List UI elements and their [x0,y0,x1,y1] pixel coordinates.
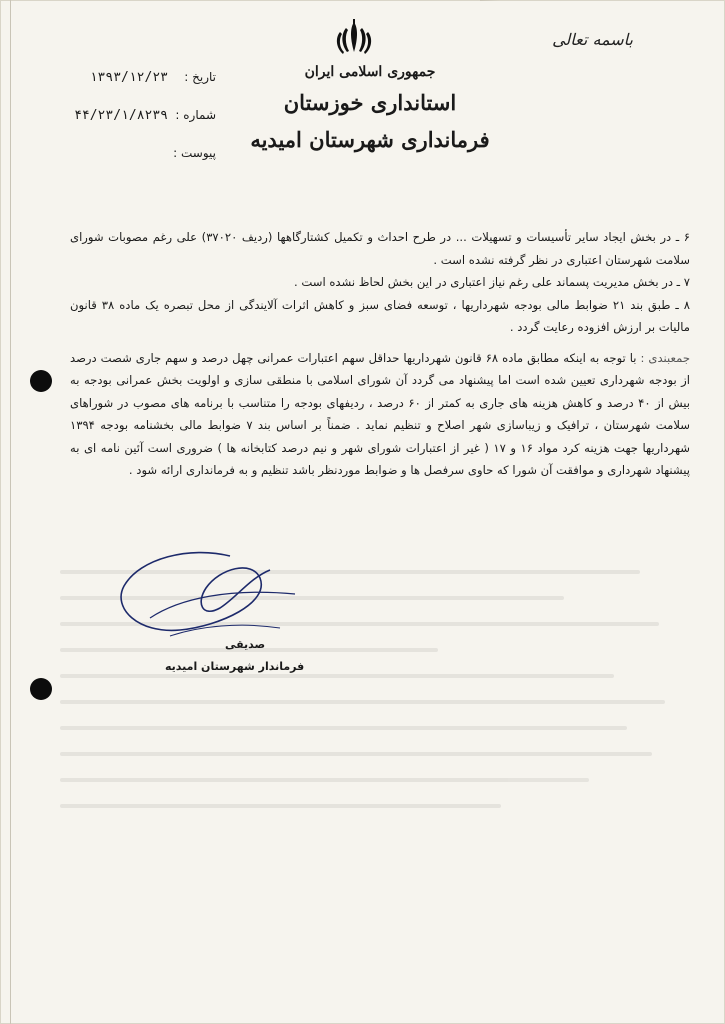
letter-body [70,226,690,482]
bismillah-text: باسمه تعالی [552,30,633,49]
number-row [66,108,216,146]
ostandari-title: استانداری خوزستان [283,90,457,115]
iran-emblem-icon [329,18,379,58]
conclusion-paragraph [70,347,690,482]
letter-meta [66,70,216,184]
attachment-row [66,146,216,184]
date-row [66,70,216,108]
item-6: ۶ ـ در بخش ایجاد سایر تأسیسات و تسهیلات ... در طرح احداث و تکمیل کشتارگاهها (ردیف ۳۷۰۲۰) علی رغم مصوبات شورای سلامت شهرستان اعتباری در نظر گرفته نشده است . [70,230,690,267]
item-8: ۸ ـ طبق بند ۲۱ ضوابط مالی بودجه شهرداریها ، توسعه فضای سبز و کاهش اثرات آلایندگی از محل تبصره یک ماده ۳۸ قانون مالیات بر ارزش افزوده رعایت گردد . [70,297,691,334]
date-value: ۱۳۹۳/۱۲/۲۳ [89,70,168,85]
punch-hole [30,678,52,700]
scan-edge-line [10,0,11,1024]
number-label: شماره : [175,108,216,122]
signer-name: صدیقی [225,638,266,651]
scan-corner-line [480,0,700,1]
punch-hole [30,370,52,392]
signer-title: فرماندار شهرستان امیدیه [165,660,305,673]
letterhead [240,64,500,152]
conclusion-text: با توجه به اینکه مطابق ماده ۶۸ قانون شهرداریها حداقل سهم اعتبارات عمرانی چهل درصد و سهم جاری شصت درصد از بودجه شهرداری تعیین شده است اما پیشنهاد می گردد آن شورای اسلامی با منطقی سازی و اولویت بخش عمرانی بودجه به بیش از ۴۰ درصد و کاهش هزینه های جاری به کمتر از ۶۰ درصد ، ردیفهای بودجه را متناسب با برنامه های مصوب در شوراهای سلامت شهرستان ، ترافیک و زیباسازی شهر اصلاح و تنظیم نماید . ضمناً بر اساس بند ۷ ضوابط مالی بخشنامه بودجه ۱۳۹۴ شهرداریها جهت هزینه کرد مواد ۱۶ و ۱۷ ( غیر از اعتبارات شورای شهر و نیم درصد کتابخانه ها ) ضروری است آئین نامه ای به پیشنهاد شهرداری و موافقت آن شورا که حاوی سرفصل ها و ضوابط موردنظر باشد تنظیم و به فرمانداری ارائه شود . [70,350,690,477]
conclusion-label: جمعبندی : [640,350,691,365]
republic-title: جمهوری اسلامی ایران [304,64,436,80]
number-value: ۴۴/۲۳/۱/۸۲۳۹ [74,108,168,123]
date-label: تاریخ : [184,70,216,84]
signature-block [110,548,310,673]
item-7: ۷ ـ در بخش مدیریت پسماند علی رغم نیاز اعتباری در این بخش لحاظ نشده است . [293,275,690,289]
farmandari-title: فرمانداری شهرستان امیدیه [250,127,490,152]
attachment-label: پیوست : [173,146,216,160]
signature-scribble-icon [110,548,310,648]
